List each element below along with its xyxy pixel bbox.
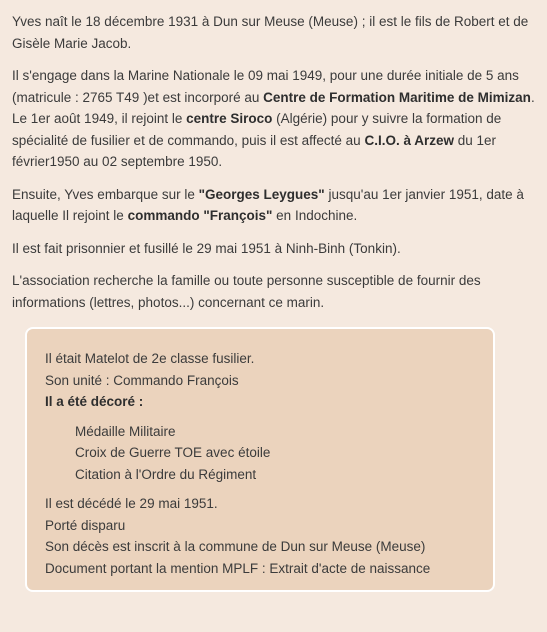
service-record-card (25, 327, 495, 592)
spacer (45, 485, 475, 493)
biography-text (12, 11, 537, 324)
death-line: Il est décédé le 29 mai 1951. (45, 496, 218, 511)
paragraph-embarkation (12, 184, 537, 227)
registry-line: Son décès est inscrit à la commune de Dun sur Meuse (Meuse) (45, 539, 426, 554)
ship-name: "Georges Leygues" (198, 186, 325, 202)
cio-name: C.I.O. à Arzew (364, 132, 454, 148)
decoration-item: Citation à l'Ordre du Régiment (75, 466, 257, 482)
spacer (45, 413, 475, 421)
rank-line: Il était Matelot de 2e classe fusilier. (45, 351, 255, 366)
embark-text-2: jusqu'au 1er janvier 1951, date à laquelle Il rejoint le (12, 186, 524, 223)
enlistment-text-3: (Algérie) pour y suivre la formation de spécialité de fusilier et de commando, puis il est affecté au (12, 111, 502, 148)
siroco-center-name: centre Siroco (186, 111, 273, 126)
document-line: Document portant la mention MPLF : Extrait d'acte de naissance (45, 560, 431, 576)
decorated-heading (45, 391, 475, 413)
enlistment-text-1: Il s'engage dans la Marine Nationale le 09 mai 1949, pour une durée initiale de 5 ans (matricule : 2765 T49 )et est incorporé au (12, 68, 519, 105)
training-center-name: Centre de Formation Maritime de Mimizan (263, 89, 531, 105)
decorated-heading-text: Il a été décoré : (45, 394, 144, 409)
embark-text-1: Ensuite, Yves embarque sur le (12, 186, 199, 202)
paragraph-birth: Yves naît le 18 décembre 1931 à Dun sur Meuse (Meuse) ; il est le fils de Robert et de Gisèle Marie Jacob. (12, 14, 529, 51)
commando-name: commando "François" (127, 208, 273, 223)
decoration-item: Médaille Militaire (75, 423, 176, 439)
paragraph-death: Il est fait prisonnier et fusillé le 29 mai 1951 à Ninh-Binh (Tonkin). (12, 240, 401, 256)
paragraph-enlistment (12, 65, 537, 173)
decoration-item: Croix de Guerre TOE avec étoile (75, 445, 271, 460)
enlistment-text-2: . Le 1er août 1949, il rejoint le (12, 89, 535, 126)
status-line: Porté disparu (45, 517, 126, 533)
enlistment-text-4: du 1er février1950 au 02 septembre 1950. (12, 132, 497, 169)
embark-text-3: en Indochine. (272, 208, 358, 223)
paragraph-association: L'association recherche la famille ou toute personne susceptible de fournir des informations (lettres, photos...) concernant ce marin. (12, 273, 481, 310)
unit-line: Son unité : Commando François (45, 372, 239, 388)
